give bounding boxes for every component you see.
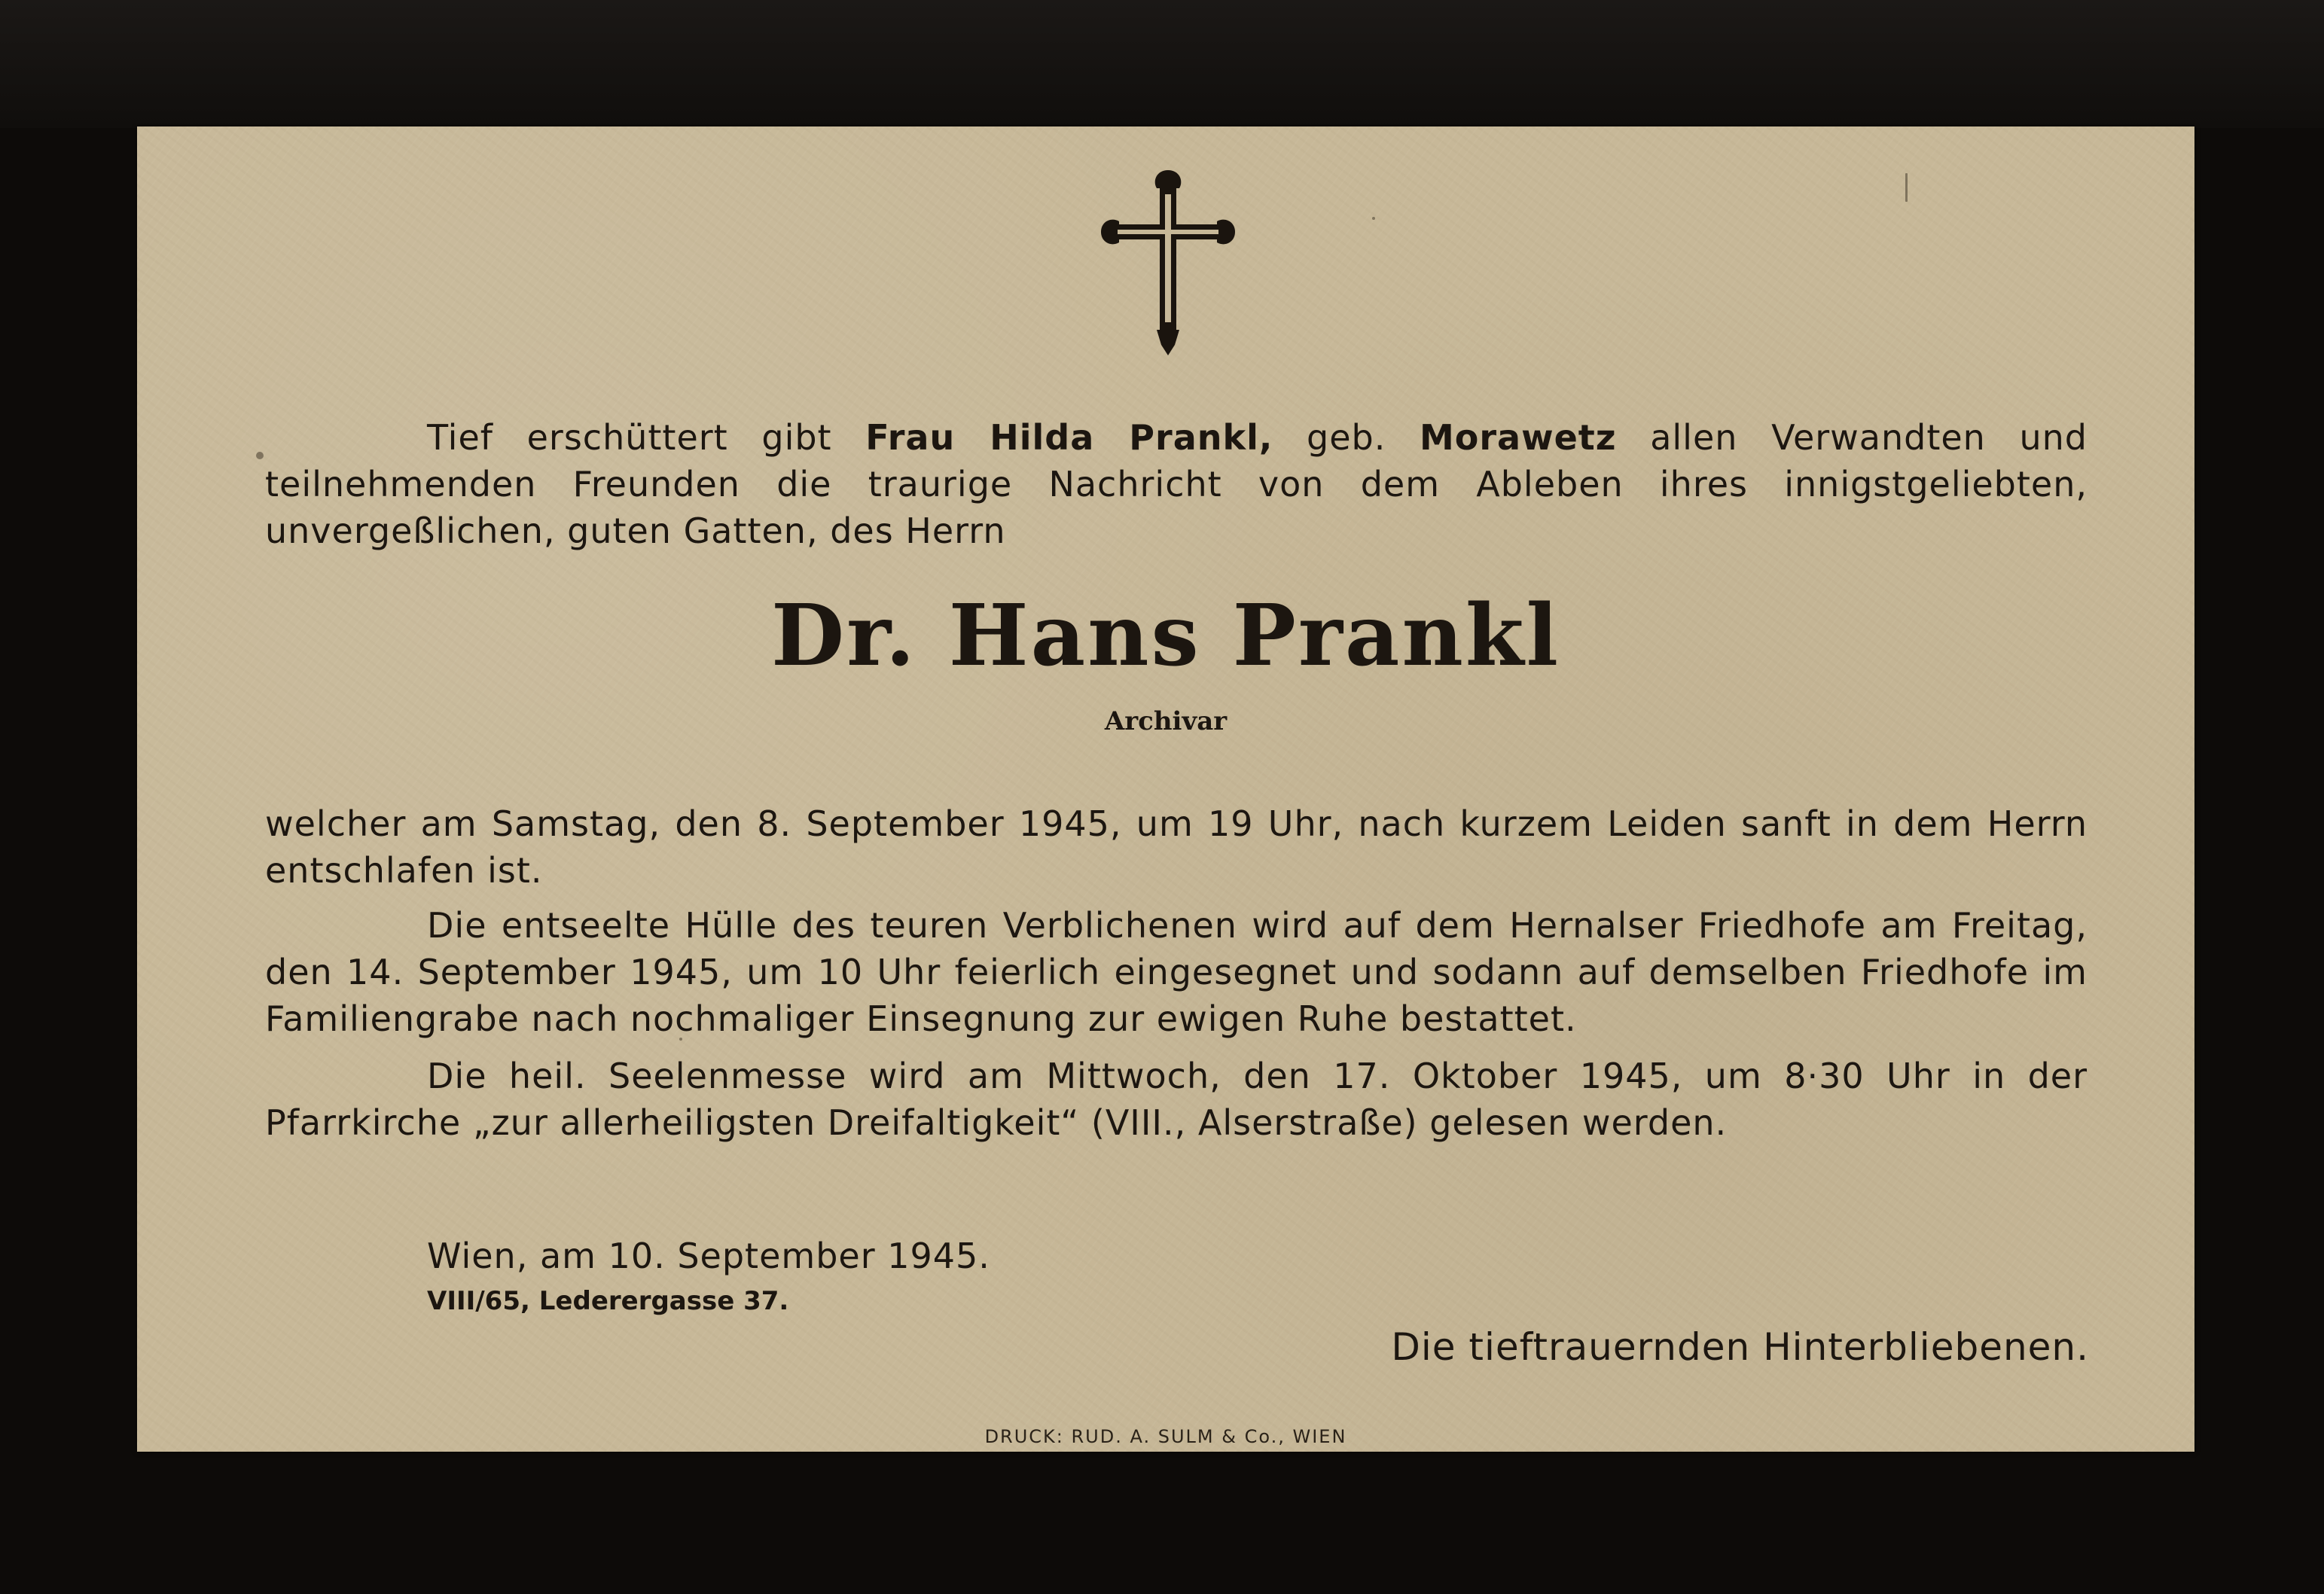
deceased-name: Dr. Hans Prankl: [770, 587, 1561, 685]
signature: Die tieftrauernden Hinterbliebenen.: [1391, 1325, 2089, 1369]
passing-text: welcher am Samstag, den 8. September 1945, um 19 Uhr, nach kurzem Leiden sanft in dem Herrn entschlafen ist.: [265, 803, 2088, 891]
passing-paragraph: [265, 800, 2088, 894]
paper-speck: [1905, 173, 1908, 202]
widow-name: Frau Hilda Prankl,: [865, 417, 1273, 458]
cross-icon: [1099, 169, 1237, 357]
address: VIII/65, Lederergasse 37.: [427, 1286, 789, 1316]
printer-imprint: DRUCK: RUD. A. SULM & Co., WIEN: [984, 1426, 1347, 1447]
announcement-paragraph: [265, 414, 2088, 554]
announcement-text-2: geb.: [1273, 417, 1420, 458]
announcement-text-3: allen Verwandten und teilnehmenden Freunden die traurige Nachricht von dem Ableben ihres innigstgeliebten, unvergeßlichen, guten Gatten, des Herrn: [265, 417, 2088, 551]
paper-speck: [1372, 217, 1375, 220]
paper-speck: [679, 1038, 682, 1041]
deceased-title: Archivar: [1104, 706, 1228, 736]
place-date: Wien, am 10. September 1945.: [427, 1236, 990, 1276]
burial-paragraph: [265, 902, 2088, 1042]
announcement-text-1: Tief erschüttert gibt: [427, 417, 866, 458]
backdrop: [0, 0, 2324, 128]
paper-speck: [1673, 1120, 1677, 1124]
death-notice-card: [137, 126, 2194, 1452]
burial-text: Die entseelte Hülle des teuren Verblichenen wird auf dem Hernalser Friedhofe am Freitag, den 14. September 1945, um 10 Uhr feierlich eingesegnet und sodann auf demselben Friedhofe im Familiengrabe nach nochmaliger Einsegnung zur ewigen Ruhe bestattet.: [265, 905, 2088, 1039]
requiem-text: Die heil. Seelenmesse wird am Mittwoch, den 17. Oktober 1945, um 8·30 Uhr in der Pfarrkirche „zur allerheiligsten Dreifaltigkeit“ (VIII., Alserstraße) gelesen werden.: [265, 1056, 2088, 1143]
paper-speck: [256, 452, 264, 459]
requiem-paragraph: [265, 1053, 2088, 1146]
maiden-name: Morawetz: [1419, 417, 1617, 458]
